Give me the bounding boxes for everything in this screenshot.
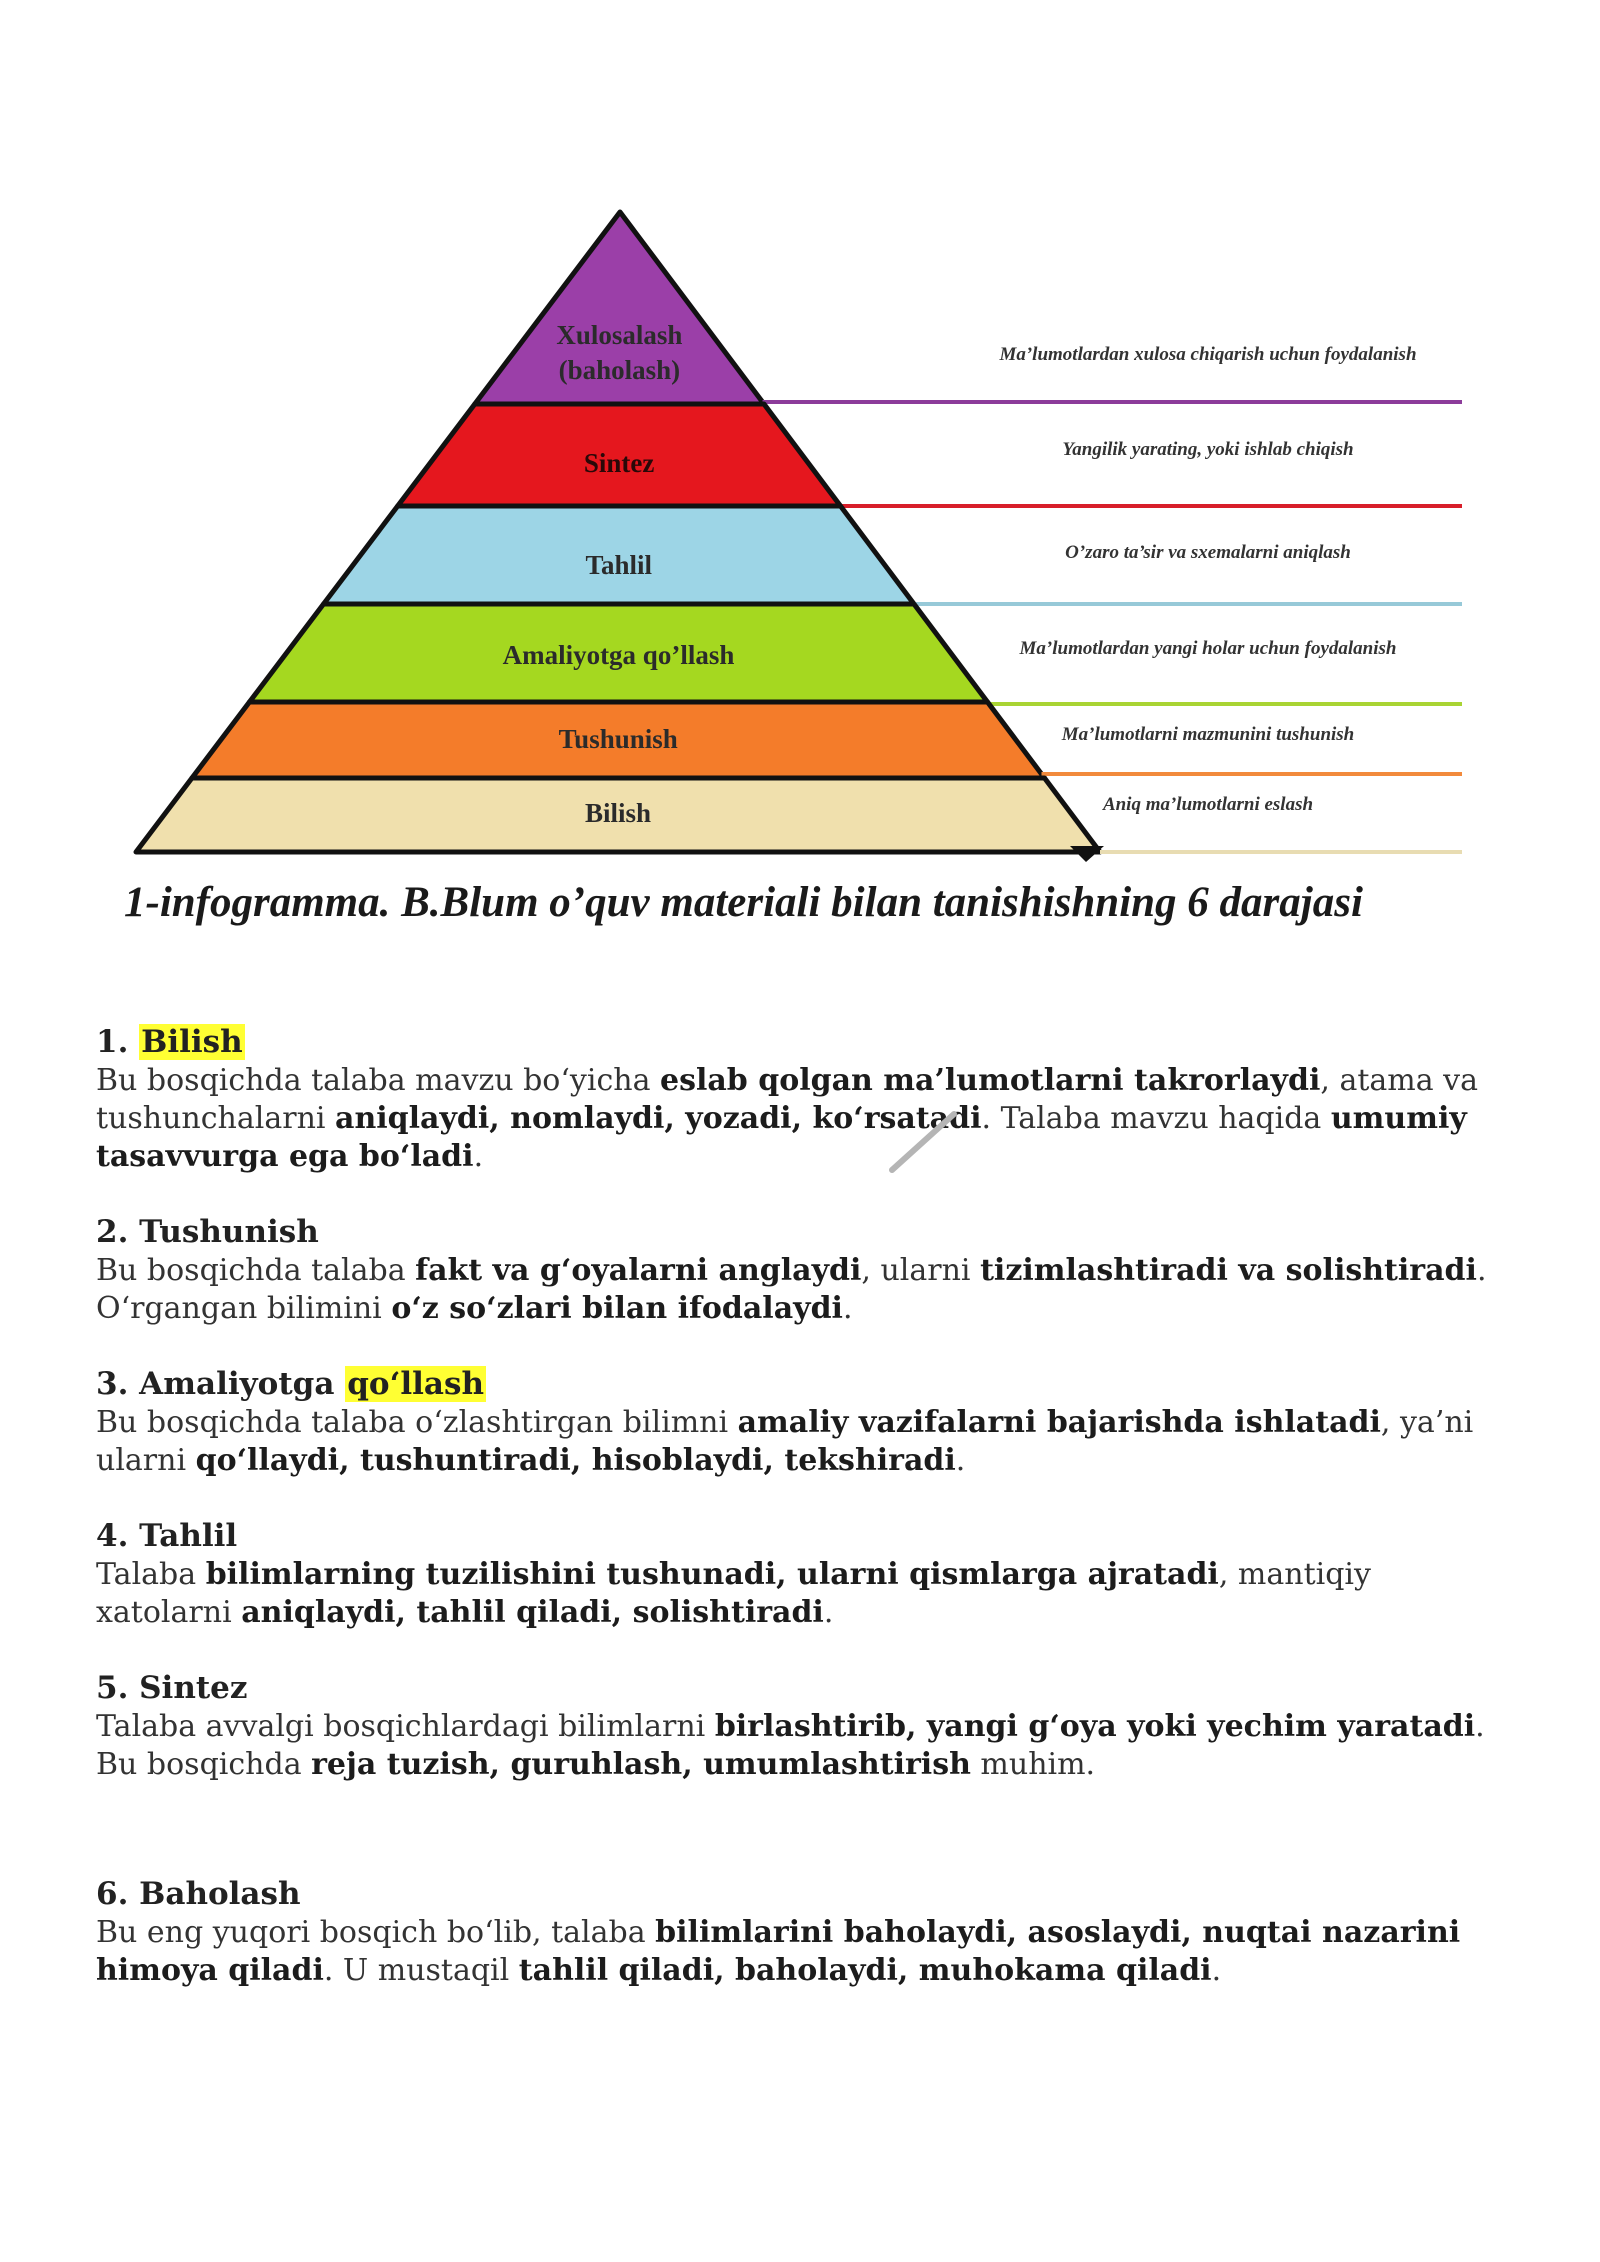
body-text: Bu bosqichda talaba mavzu bo‘yicha <box>96 1063 660 1098</box>
bold-phrase: aniqlaydi, nomlaydi, yozadi, ko‘rsatadi <box>335 1101 982 1136</box>
body-text: . Bu bosqichda <box>96 1709 1485 1782</box>
section-number: 5. <box>96 1670 140 1706</box>
body-text: . <box>473 1139 484 1174</box>
body-text: . O‘rgangan bilimini <box>96 1253 1487 1326</box>
bold-phrase: reja tuzish, guruhlash, umumlashtirish <box>311 1747 971 1782</box>
section-title: Tahlil <box>139 1518 238 1554</box>
level-description: Aniq ma’lumotlarni eslash <box>1102 794 1314 815</box>
section-heading <box>96 1516 1516 1556</box>
level-section <box>96 1364 1516 1480</box>
body-text: , mantiqiy xatolarni <box>96 1557 1371 1630</box>
section-body <box>96 1556 1516 1632</box>
body-text: Talaba <box>96 1557 206 1592</box>
body-text: Bu bosqichda talaba <box>96 1253 416 1288</box>
section-heading <box>96 1212 1516 1252</box>
section-number: 2. <box>96 1214 140 1250</box>
bold-phrase: qo‘llaydi, tushuntiradi, hisoblaydi, tekshiradi <box>195 1443 956 1478</box>
section-title: Baholash <box>139 1876 301 1912</box>
section-number: 1. <box>96 1024 140 1060</box>
bold-phrase: o‘z so‘zlari bilan ifodalaydi <box>391 1291 843 1326</box>
section-body <box>96 1914 1516 1990</box>
level-description: O’zaro ta’sir va sxemalarni aniqlash <box>1065 542 1351 563</box>
bold-phrase: aniqlaydi, tahlil qiladi, solishtiradi <box>241 1595 824 1630</box>
pen-stroke-mark <box>888 1104 962 1178</box>
level-description: Ma’lumotlardan yangi holar uchun foydalanish <box>1019 638 1397 659</box>
body-text: . <box>1211 1953 1222 1988</box>
section-title: Sintez <box>139 1670 248 1706</box>
section-title: Tushunish <box>139 1214 319 1250</box>
section-body <box>96 1404 1516 1480</box>
pyramid-level-label: (baholash) <box>558 355 681 385</box>
body-text: Bu eng yuqori bosqich bo‘lib, talaba <box>96 1915 656 1950</box>
bold-phrase: birlashtirib, yangi g‘oya yoki yechim yaratadi <box>714 1709 1476 1744</box>
section-number: 3. <box>96 1366 140 1402</box>
figure-caption: 1-infogramma. B.Blum o’quv materiali bilan tanishishning 6 darajasi <box>124 879 1363 926</box>
section-body <box>96 1062 1516 1176</box>
highlighted-title: qo‘llash <box>347 1366 484 1402</box>
section-body <box>96 1708 1516 1784</box>
pyramid-level-label: Sintez <box>583 448 655 478</box>
level-section <box>96 1874 1516 1990</box>
section-heading <box>96 1022 1516 1062</box>
bold-phrase: bilimlarini baholaydi, asoslaydi, nuqtai nazarini himoya qiladi <box>96 1915 1461 1988</box>
bold-phrase: eslab qolgan ma’lumotlarni takrorlaydi <box>660 1063 1321 1098</box>
pyramid-level-label: Tushunish <box>558 724 678 754</box>
body-text: . <box>955 1443 966 1478</box>
highlighted-title: Bilish <box>141 1024 243 1060</box>
body-text: . Talaba mavzu haqida <box>981 1101 1331 1136</box>
bold-phrase: bilimlarning tuzilishini tushunadi, ularni qismlarga ajratadi <box>205 1557 1219 1592</box>
level-description: Ma’lumotlarni mazmunini tushunish <box>1061 724 1355 745</box>
body-text: , atama va tushunchalarni <box>96 1063 1478 1136</box>
level-section <box>96 1668 1516 1784</box>
section-heading <box>96 1364 1516 1404</box>
section-number: 6. <box>96 1876 140 1912</box>
body-text: Talaba avvalgi bosqichlardagi bilimlarni <box>96 1709 715 1744</box>
bold-phrase: umumiy tasavvurga ega bo‘ladi <box>96 1101 1467 1174</box>
pyramid-level-label: Amaliyotga qo’llash <box>502 640 735 670</box>
pyramid-level-label: Bilish <box>584 798 652 828</box>
section-heading <box>96 1668 1516 1708</box>
level-section <box>96 1022 1516 1176</box>
bold-phrase: fakt va g‘oyalarni anglaydi <box>415 1253 862 1288</box>
section-heading <box>96 1874 1516 1914</box>
section-body <box>96 1252 1516 1328</box>
section-title: Amaliyotga <box>139 1366 346 1402</box>
body-text: , ya’ni ularni <box>96 1405 1474 1478</box>
body-text: , ularni <box>861 1253 981 1288</box>
bold-phrase: tizimlashtiradi va solishtiradi <box>980 1253 1477 1288</box>
body-text: . <box>823 1595 834 1630</box>
bold-phrase: tahlil qiladi, baholaydi, muhokama qiladi <box>518 1953 1212 1988</box>
pyramid-level-label: Tahlil <box>585 550 653 580</box>
bold-phrase: amaliy vazifalarni bajarishda ishlatadi <box>737 1405 1381 1440</box>
body-text: muhim. <box>970 1747 1096 1782</box>
level-section <box>96 1516 1516 1632</box>
bloom-pyramid-figure <box>0 0 1600 900</box>
body-text: . <box>842 1291 853 1326</box>
level-description: Ma’lumotlardan xulosa chiqarish uchun foydalanish <box>999 344 1417 365</box>
body-text: Bu bosqichda talaba o‘zlashtirgan bilimni <box>96 1405 738 1440</box>
body-text: . U mustaqil <box>323 1953 519 1988</box>
pyramid-level-label: Xulosalash <box>556 320 683 350</box>
level-section <box>96 1212 1516 1328</box>
section-number: 4. <box>96 1518 140 1554</box>
level-description: Yangilik yarating, yoki ishlab chiqish <box>1062 439 1354 460</box>
